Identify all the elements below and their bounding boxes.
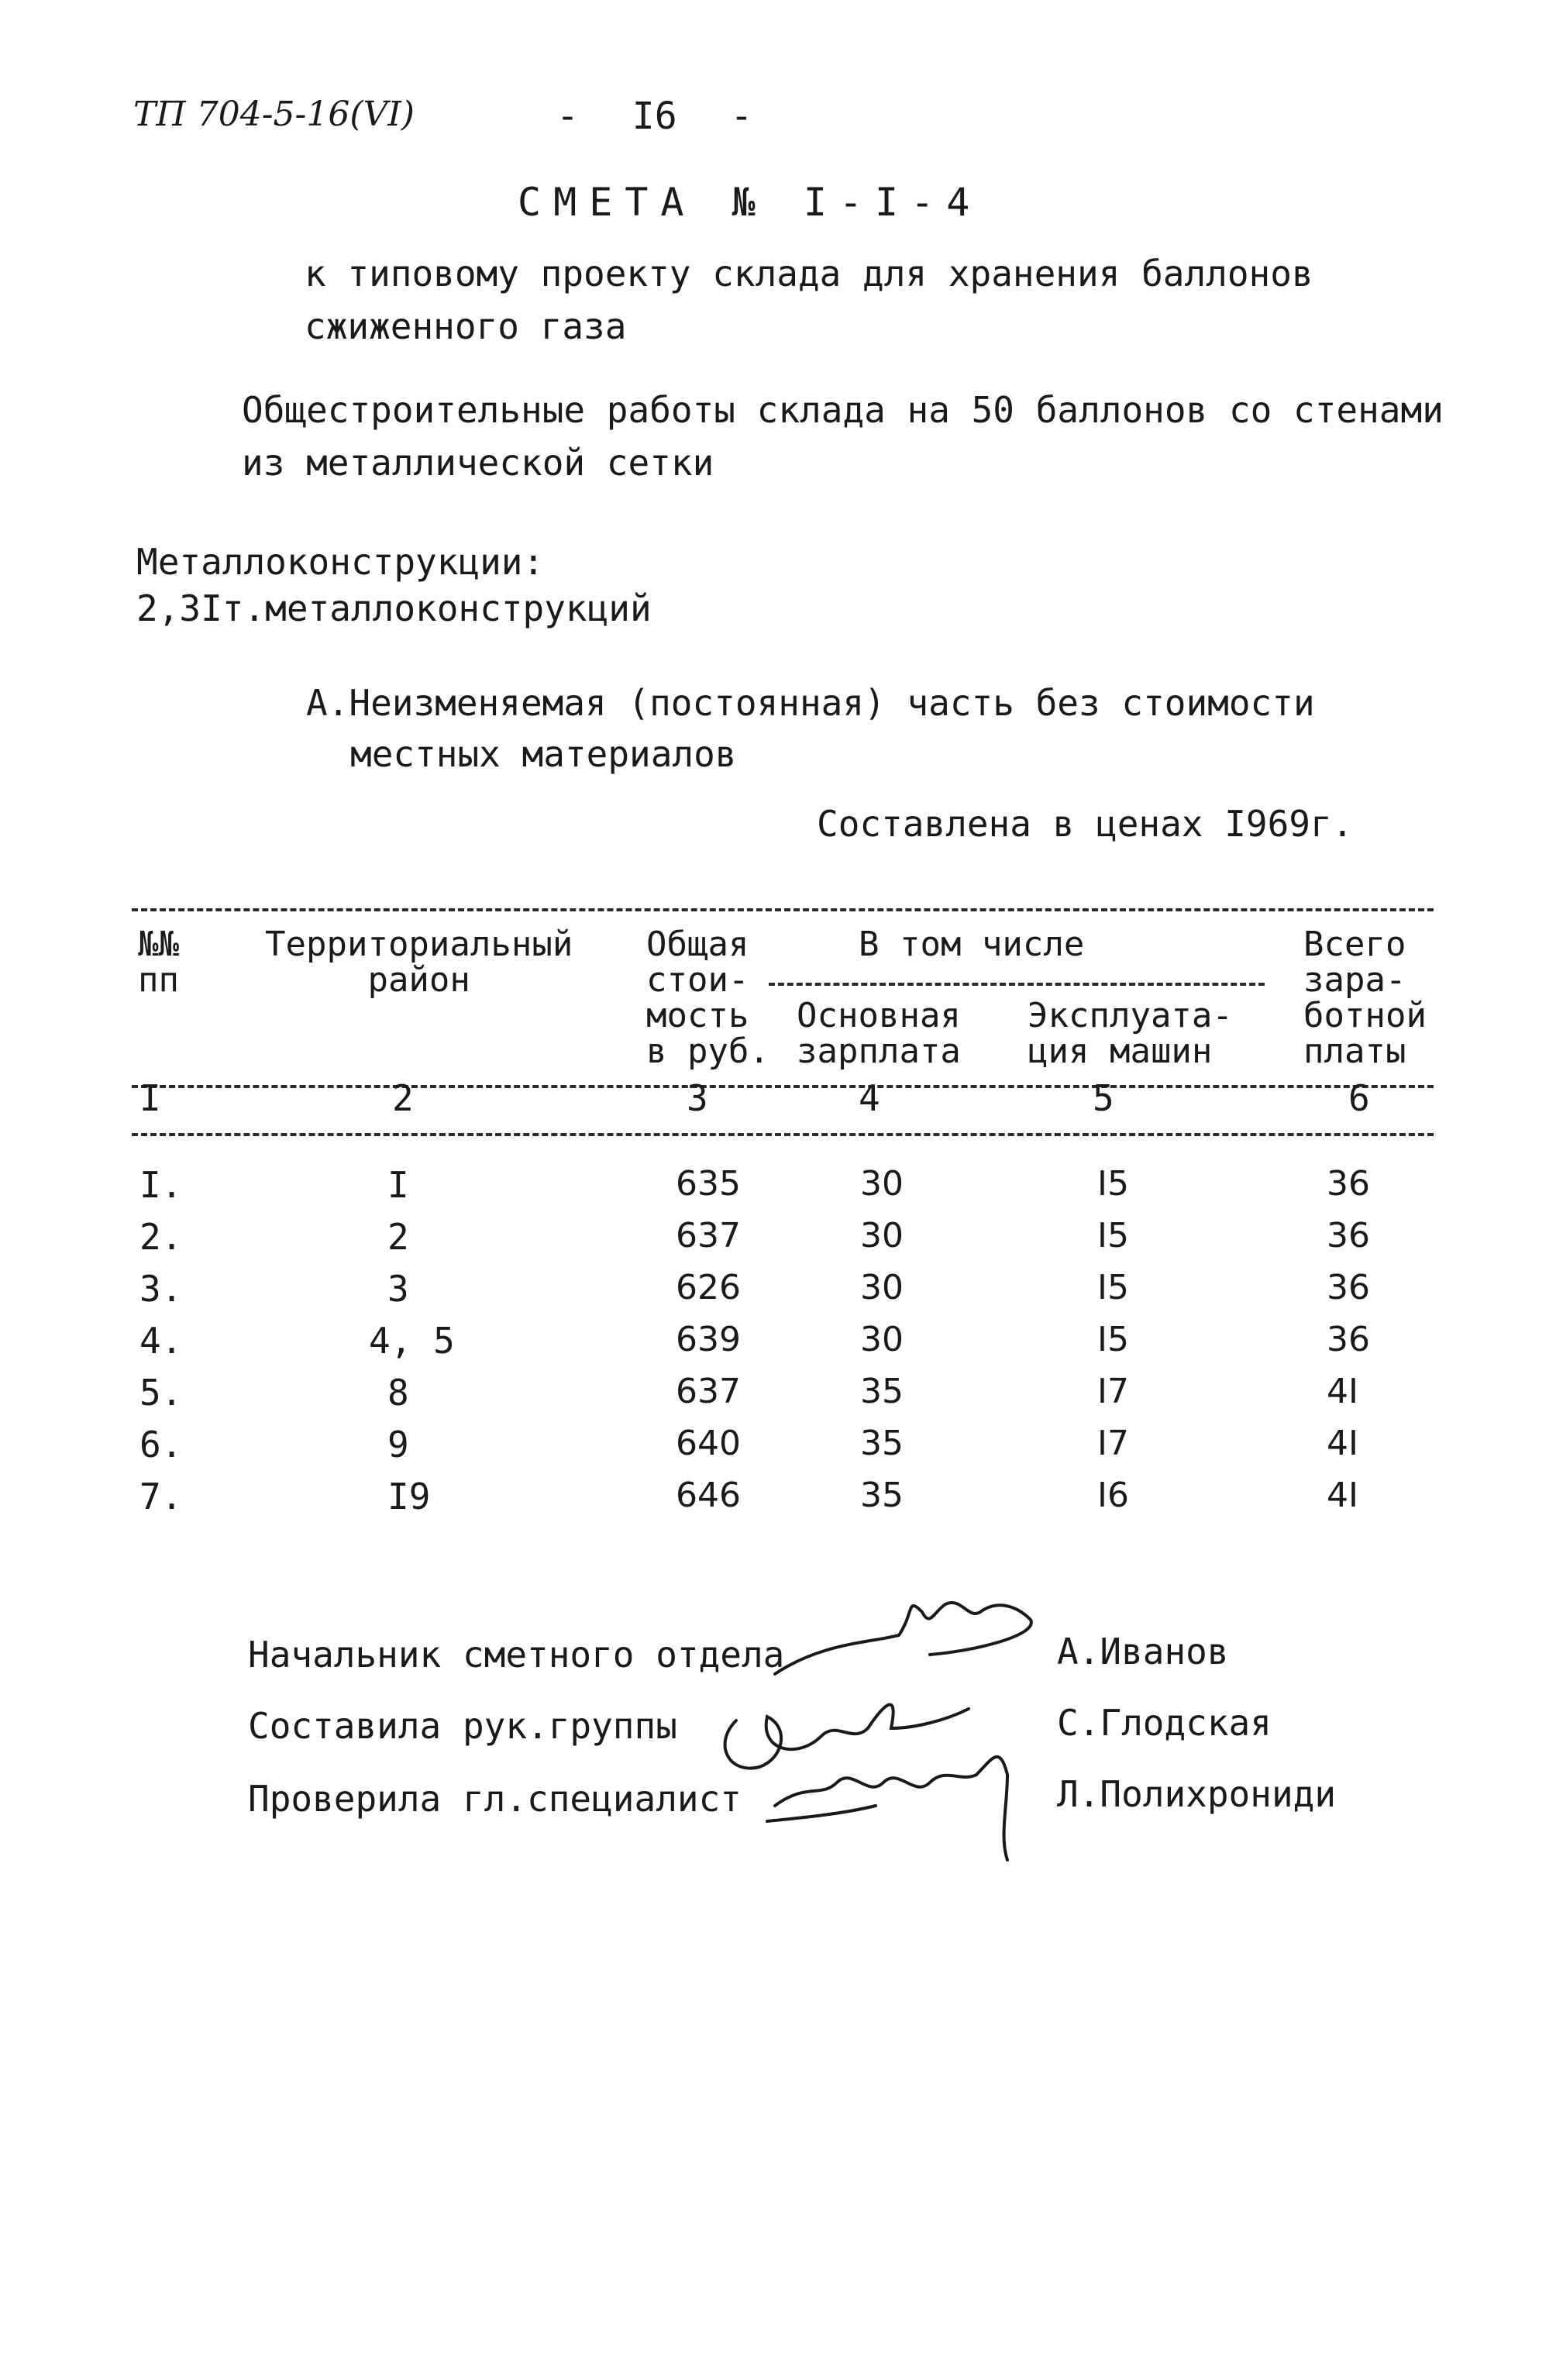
row-total-wage: 36 <box>1327 1164 1370 1204</box>
row-region: I <box>387 1164 409 1206</box>
row-base-wage: 35 <box>860 1424 904 1463</box>
signature-name-3: Л.Полихрониди <box>1057 1773 1337 1815</box>
signature-glodskaya <box>725 1705 969 1769</box>
row-number: 6. <box>139 1424 183 1466</box>
row-number: 2. <box>139 1216 183 1258</box>
prices-note: Составлена в ценах I969г. <box>817 803 1354 845</box>
header-num: №№ пп <box>138 925 179 1000</box>
row-total-cost: 637 <box>676 1372 741 1411</box>
row-number: 4. <box>139 1320 183 1362</box>
header-total-cost: Общая стои- мость в руб. <box>646 925 769 1071</box>
row-total-wage: 4I <box>1327 1372 1358 1411</box>
header-including: В том числе <box>859 925 1085 964</box>
row-region: 2 <box>387 1216 409 1258</box>
header-machines: Эксплуата- ция машин <box>1028 996 1233 1071</box>
row-number: 7. <box>139 1476 183 1517</box>
row-base-wage: 30 <box>860 1216 904 1255</box>
subtitle-line-1: к типовому проекту склада для хранения баллонов <box>305 253 1313 294</box>
row-machines: I6 <box>1097 1476 1129 1515</box>
row-region: 3 <box>387 1268 409 1310</box>
row-total-cost: 637 <box>676 1216 741 1255</box>
row-total-wage: 4I <box>1327 1424 1358 1463</box>
document-code: ТП 704-5-16(VI) <box>133 95 415 134</box>
work-description-line-1: Общестроительные работы склада на 50 баллонов со стенами <box>242 389 1444 431</box>
signature-name-2: С.Глодская <box>1057 1702 1272 1744</box>
col-number-3: 3 <box>687 1077 708 1119</box>
metal-value: 2,3Iт.металлоконструкций <box>136 587 652 629</box>
row-number: 3. <box>139 1268 183 1310</box>
signature-name-1: А.Иванов <box>1057 1631 1229 1672</box>
col-number-4: 4 <box>859 1077 880 1119</box>
header-base-wage: Основная зарплата <box>797 996 961 1071</box>
signature-role-1: Начальник сметного отдела <box>248 1634 785 1676</box>
row-machines: I7 <box>1097 1372 1129 1411</box>
row-total-wage: 36 <box>1327 1320 1370 1359</box>
document-title: СМЕТА № I-I-4 <box>518 180 983 225</box>
row-total-cost: 640 <box>676 1424 741 1463</box>
row-region: I9 <box>387 1476 431 1517</box>
row-region: 4, 5 <box>369 1320 455 1362</box>
col-number-6: 6 <box>1348 1077 1370 1119</box>
col-number-1: I <box>139 1077 161 1119</box>
row-total-cost: 626 <box>676 1268 741 1307</box>
signature-ivanov <box>775 1603 1031 1674</box>
row-base-wage: 30 <box>860 1164 904 1204</box>
row-machines: I5 <box>1097 1216 1129 1255</box>
row-base-wage: 35 <box>860 1476 904 1515</box>
row-total-wage: 36 <box>1327 1268 1370 1307</box>
row-number: I. <box>139 1164 183 1206</box>
row-base-wage: 30 <box>860 1268 904 1307</box>
page-number: - I6 - <box>556 95 753 138</box>
subtitle-line-2: сжиженного газа <box>305 305 627 347</box>
row-region: 9 <box>387 1424 409 1466</box>
part-heading-line-1: А.Неизменяемая (постоянная) часть без стоимости <box>306 682 1315 724</box>
row-total-wage: 36 <box>1327 1216 1370 1255</box>
work-description-line-2: из металлической сетки <box>242 442 714 484</box>
metal-label: Металлоконструкции: <box>136 541 545 583</box>
row-total-cost: 646 <box>676 1476 741 1515</box>
row-total-wage: 4I <box>1327 1476 1358 1515</box>
signature-role-3: Проверила гл.специалист <box>248 1778 742 1820</box>
col-number-5: 5 <box>1093 1077 1114 1119</box>
part-heading-line-2: местных материалов <box>350 733 737 775</box>
signature-role-2: Составила рук.группы <box>248 1705 677 1747</box>
row-machines: I7 <box>1097 1424 1129 1463</box>
row-base-wage: 30 <box>860 1320 904 1359</box>
row-region: 8 <box>387 1372 409 1414</box>
signature-polikhronidi <box>767 1757 1007 1860</box>
header-total-wage: Всего зара- ботной платы <box>1303 925 1427 1071</box>
row-base-wage: 35 <box>860 1372 904 1411</box>
row-machines: I5 <box>1097 1320 1129 1359</box>
row-number: 5. <box>139 1372 183 1414</box>
row-machines: I5 <box>1097 1164 1129 1204</box>
header-region: Территориальный район <box>265 925 573 1000</box>
col-number-2: 2 <box>392 1077 414 1119</box>
row-machines: I5 <box>1097 1268 1129 1307</box>
row-total-cost: 639 <box>676 1320 741 1359</box>
row-total-cost: 635 <box>676 1164 741 1204</box>
